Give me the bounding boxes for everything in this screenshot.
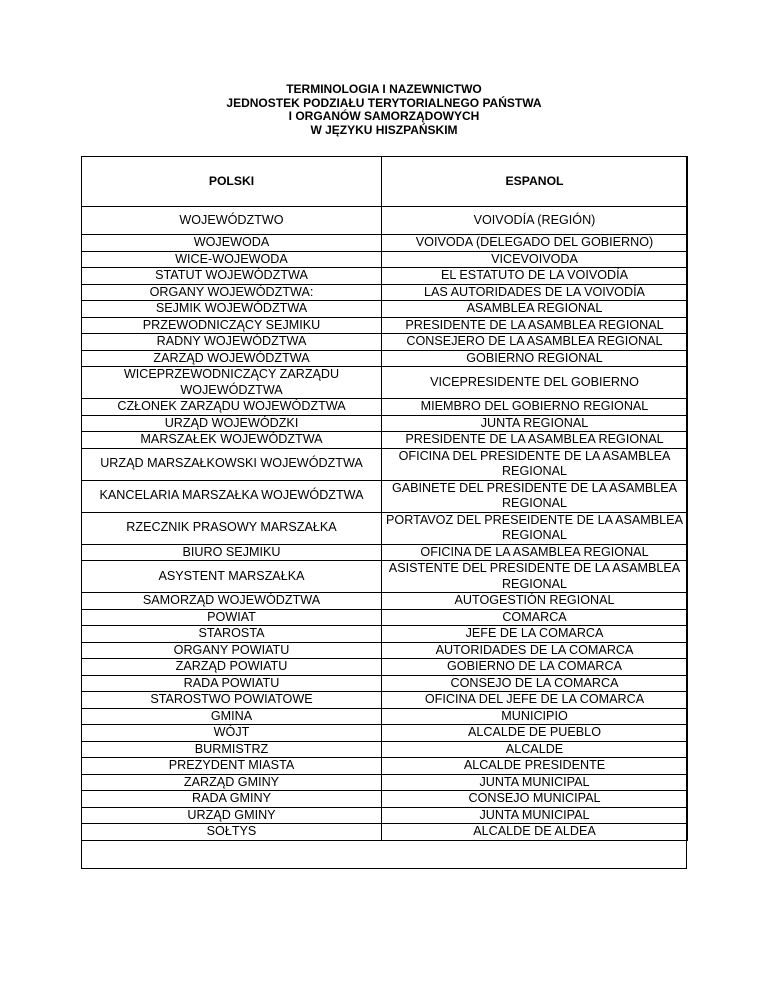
cell-espanol: MIEMBRO DEL GOBIERNO REGIONAL xyxy=(382,399,688,416)
table-row xyxy=(82,561,688,593)
cell-polski: GMINA xyxy=(82,708,382,725)
cell-polski: URZĄD GMINY xyxy=(82,807,382,824)
table-row xyxy=(82,399,688,416)
cell-espanol: CONSEJO DE LA COMARCA xyxy=(382,675,688,692)
cell-polski: ASYSTENT MARSZAŁKA xyxy=(82,561,382,593)
cell-espanol: GOBIERNO DE LA COMARCA xyxy=(382,659,688,676)
table-row xyxy=(82,317,688,334)
cell-polski: STATUT WOJEWÓDZTWA xyxy=(82,268,382,285)
cell-polski: PRZEWODNICZĄCY SEJMIKU xyxy=(82,317,382,334)
cell-polski: ORGANY POWIATU xyxy=(82,642,382,659)
cell-espanol: GOBIERNO REGIONAL xyxy=(382,350,688,367)
cell-espanol: LAS AUTORIDADES DE LA VOIVODÍA xyxy=(382,284,688,301)
cell-polski: WÓJT xyxy=(82,725,382,742)
document-title xyxy=(0,83,768,137)
table-row xyxy=(82,791,688,808)
cell-espanol: CONSEJERO DE LA ASAMBLEA REGIONAL xyxy=(382,334,688,351)
table-row xyxy=(82,268,688,285)
table-row xyxy=(82,235,688,252)
table-row xyxy=(82,642,688,659)
table-row xyxy=(82,741,688,758)
table-row xyxy=(82,251,688,268)
table-body xyxy=(82,207,688,841)
cell-polski: STAROSTWO POWIATOWE xyxy=(82,692,382,709)
cell-polski: RADA POWIATU xyxy=(82,675,382,692)
table-row xyxy=(82,512,688,544)
cell-espanol: OFICINA DEL JEFE DE LA COMARCA xyxy=(382,692,688,709)
cell-polski: ORGANY WOJEWÓDZTWA: xyxy=(82,284,382,301)
terminology-table xyxy=(81,156,688,841)
header-polski: POLSKI xyxy=(82,157,382,207)
table-row xyxy=(82,708,688,725)
table-row xyxy=(82,758,688,775)
cell-espanol: PORTAVOZ DEL PRESEIDENTE DE LA ASAMBLEA REGIONAL xyxy=(382,512,688,544)
table-header-row xyxy=(82,157,688,207)
cell-polski: STAROSTA xyxy=(82,626,382,643)
cell-espanol: AUTORIDADES DE LA COMARCA xyxy=(382,642,688,659)
table-row xyxy=(82,774,688,791)
table-row xyxy=(82,692,688,709)
table-row xyxy=(82,367,688,399)
cell-espanol: JUNTA REGIONAL xyxy=(382,415,688,432)
table-row xyxy=(82,432,688,449)
table-row xyxy=(82,725,688,742)
cell-espanol: ALCALDE DE ALDEA xyxy=(382,824,688,841)
cell-espanol: ASISTENTE DEL PRESIDENTE DE LA ASAMBLEA REGIONAL xyxy=(382,561,688,593)
table-row xyxy=(82,284,688,301)
cell-polski: BIURO SEJMIKU xyxy=(82,544,382,561)
cell-polski: POWIAT xyxy=(82,609,382,626)
cell-polski: URZĄD MARSZAŁKOWSKI WOJEWÓDZTWA xyxy=(82,448,382,480)
cell-polski: KANCELARIA MARSZAŁKA WOJEWÓDZTWA xyxy=(82,480,382,512)
cell-espanol: JEFE DE LA COMARCA xyxy=(382,626,688,643)
cell-polski: RADA GMINY xyxy=(82,791,382,808)
title-line: I ORGANÓW SAMORZĄDOWYCH xyxy=(288,109,480,123)
cell-polski: SEJMIK WOJEWÓDZTWA xyxy=(82,301,382,318)
cell-polski: BURMISTRZ xyxy=(82,741,382,758)
table-row xyxy=(82,609,688,626)
table-row xyxy=(82,448,688,480)
title-line: TERMINOLOGIA I NAZEWNICTWO xyxy=(286,82,482,96)
cell-espanol: VICEVOIVODA xyxy=(382,251,688,268)
table-row xyxy=(82,350,688,367)
cell-polski: SOŁTYS xyxy=(82,824,382,841)
cell-espanol: AUTOGESTIÓN REGIONAL xyxy=(382,593,688,610)
cell-polski: CZŁONEK ZARZĄDU WOJEWÓDZTWA xyxy=(82,399,382,416)
cell-polski: WICEPRZEWODNICZĄCY ZARZĄDU WOJEWÓDZTWA xyxy=(82,367,382,399)
cell-espanol: ALCALDE xyxy=(382,741,688,758)
table-row xyxy=(82,675,688,692)
table-row xyxy=(82,544,688,561)
cell-espanol: JUNTA MUNICIPAL xyxy=(382,807,688,824)
cell-espanol: VICEPRESIDENTE DEL GOBIERNO xyxy=(382,367,688,399)
table-row xyxy=(82,415,688,432)
title-line: JEDNOSTEK PODZIAŁU TERYTORIALNEGO PAŃSTWA xyxy=(226,95,542,110)
cell-espanol: JUNTA MUNICIPAL xyxy=(382,774,688,791)
cell-polski: ZARZĄD GMINY xyxy=(82,774,382,791)
cell-polski: MARSZAŁEK WOJEWÓDZTWA xyxy=(82,432,382,449)
cell-polski: RZECZNIK PRASOWY MARSZAŁKA xyxy=(82,512,382,544)
cell-espanol: ALCALDE DE PUEBLO xyxy=(382,725,688,742)
table-row xyxy=(82,626,688,643)
cell-espanol: PRESIDENTE DE LA ASAMBLEA REGIONAL xyxy=(382,432,688,449)
cell-espanol: EL ESTATUTO DE LA VOIVODÍA xyxy=(382,268,688,285)
cell-espanol: GABINETE DEL PRESIDENTE DE LA ASAMBLEA REGIONAL xyxy=(382,480,688,512)
table-row xyxy=(82,593,688,610)
table-row xyxy=(82,480,688,512)
cell-polski: RADNY WOJEWÓDZTWA xyxy=(82,334,382,351)
cell-polski: ZARZĄD POWIATU xyxy=(82,659,382,676)
cell-espanol: VOIVODA (DELEGADO DEL GOBIERNO) xyxy=(382,235,688,252)
header-espanol: ESPANOL xyxy=(382,157,688,207)
table-row xyxy=(82,334,688,351)
cell-espanol: ALCALDE PRESIDENTE xyxy=(382,758,688,775)
cell-polski: WOJEWODA xyxy=(82,235,382,252)
cell-polski: PREZYDENT MIASTA xyxy=(82,758,382,775)
cell-polski: WICE-WOJEWODA xyxy=(82,251,382,268)
cell-polski: SAMORZĄD WOJEWÓDZTWA xyxy=(82,593,382,610)
table-row xyxy=(82,824,688,841)
cell-espanol: OFICINA DEL PRESIDENTE DE LA ASAMBLEA REGIONAL xyxy=(382,448,688,480)
cell-espanol: ASAMBLEA REGIONAL xyxy=(382,301,688,318)
cell-espanol: PRESIDENTE DE LA ASAMBLEA REGIONAL xyxy=(382,317,688,334)
table-row xyxy=(82,301,688,318)
table-row xyxy=(82,807,688,824)
cell-espanol: OFICINA DE LA ASAMBLEA REGIONAL xyxy=(382,544,688,561)
cell-espanol: VOIVODÍA (REGIÓN) xyxy=(382,207,688,235)
cell-polski: ZARZĄD WOJEWÓDZTWA xyxy=(82,350,382,367)
table-row xyxy=(82,659,688,676)
cell-polski: WOJEWÓDZTWO xyxy=(82,207,382,235)
cell-espanol: CONSEJO MUNICIPAL xyxy=(382,791,688,808)
table-row xyxy=(82,207,688,235)
title-line: W JĘZYKU HISZPAŃSKIM xyxy=(310,122,458,137)
cell-espanol: COMARCA xyxy=(382,609,688,626)
cell-espanol: MUNICIPIO xyxy=(382,708,688,725)
cell-polski: URZĄD WOJEWÓDZKI xyxy=(82,415,382,432)
